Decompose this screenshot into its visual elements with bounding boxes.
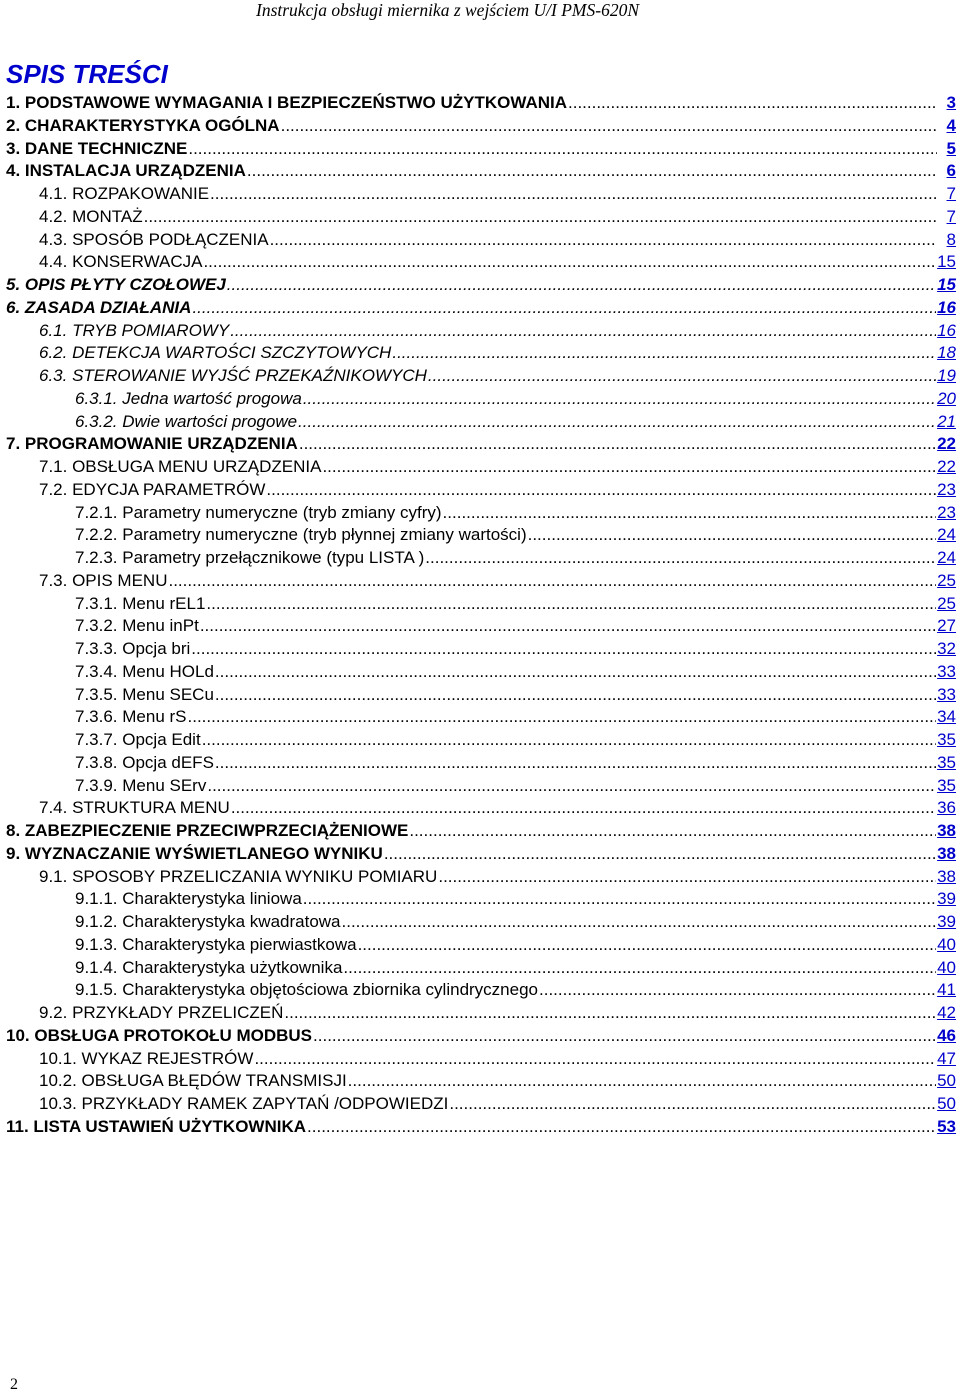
toc-page-link[interactable]: 5 (946, 138, 956, 158)
toc-entry[interactable] (6, 479, 956, 502)
toc-leader-dots (299, 433, 936, 456)
toc-page-link[interactable]: 41 (937, 980, 956, 1000)
toc-leader-dots (144, 206, 937, 229)
toc-leader-dots (215, 684, 936, 707)
toc-entry-title: 7.2. EDYCJA PARAMETRÓW (39, 479, 266, 499)
toc-page-link[interactable]: 47 (937, 1048, 956, 1068)
toc-entry[interactable] (6, 388, 956, 411)
toc-page-link[interactable]: 21 (937, 411, 956, 431)
running-header-text: Instrukcja obsługi miernika z wejściem U/I PMS-620N (256, 0, 640, 20)
toc-leader-dots (188, 706, 937, 729)
toc-entry-title: 9.1.4. Charakterystyka użytkownika (75, 957, 343, 977)
toc-entry[interactable] (6, 138, 956, 161)
toc-entry-title: 6.1. TRYB POMIAROWY (39, 320, 230, 340)
toc-leader-dots (202, 729, 936, 752)
toc-entry[interactable] (6, 775, 956, 798)
toc-entry[interactable] (6, 934, 956, 957)
toc-leader-dots (313, 1025, 936, 1048)
toc-leader-dots (528, 524, 936, 547)
toc-leader-dots (409, 820, 936, 843)
toc-page-link[interactable]: 53 (937, 1116, 956, 1136)
toc-entry-title: 4. INSTALACJA URZĄDZENIA (6, 161, 246, 181)
toc-page-link[interactable]: 20 (937, 388, 956, 408)
toc-leader-dots (298, 411, 936, 434)
page-number: 2 (10, 1376, 18, 1393)
toc-entry-title: 3. DANE TECHNICZNE (6, 138, 188, 158)
toc-entry-title: 10.2. OBSŁUGA BŁĘDÓW TRANSMISJI (39, 1071, 347, 1091)
toc-page-link[interactable]: 3 (946, 93, 956, 112)
toc-page-link[interactable]: 34 (937, 707, 956, 727)
toc-entry-title: 7.4. STRUKTURA MENU (39, 798, 230, 818)
toc-entry-title: 4.4. KONSERWACJA (39, 252, 203, 272)
toc-entry-title: 6.3. STEROWANIE WYJŚĆ PRZEKAŹNIKOWYCH (39, 366, 427, 385)
toc-entry-title: 9. WYZNACZANIE WYŚWIETLANEGO WYNIKU (6, 843, 383, 863)
toc-entry[interactable] (6, 433, 956, 456)
toc-entry[interactable] (6, 638, 956, 661)
toc-entry-title: 6.3.2. Dwie wartości progowe (75, 411, 298, 431)
toc-leader-dots (191, 638, 936, 661)
toc-leader-dots (307, 1116, 936, 1139)
toc-entry[interactable] (6, 251, 956, 274)
toc-entry-title: 9.2. PRZYKŁADY PRZELICZEŃ (39, 1003, 284, 1022)
toc-entry[interactable] (6, 706, 956, 729)
toc-page-link[interactable]: 35 (937, 752, 956, 772)
toc-entry[interactable] (6, 820, 956, 843)
toc-page-link[interactable]: 39 (937, 889, 956, 909)
toc-leader-dots (203, 251, 936, 274)
toc-page-link[interactable]: 15 (937, 252, 956, 272)
toc-entry[interactable] (6, 866, 956, 889)
toc-page-link[interactable]: 24 (937, 548, 956, 567)
toc-entry[interactable] (6, 684, 956, 707)
toc-entry[interactable] (6, 297, 956, 320)
toc-page-link[interactable]: 46 (937, 1025, 956, 1045)
toc-page-link[interactable]: 22 (937, 457, 956, 476)
toc-entry-title: 9.1.5. Charakterystyka objętościowa zbiornika cylindrycznego (75, 980, 539, 1000)
toc-entry[interactable] (6, 752, 956, 775)
toc-page-link[interactable]: 8 (946, 229, 956, 249)
toc-entry[interactable] (6, 661, 956, 684)
toc-entry[interactable] (6, 206, 956, 229)
toc-leader-dots (568, 92, 937, 115)
toc-entry-title: 6.2. DETEKCJA WARTOŚCI SZCZYTOWYCH (39, 343, 392, 363)
toc-entry-title: 7.3.2. Menu inPt (75, 616, 199, 636)
toc-page-link[interactable]: 40 (937, 934, 956, 954)
toc-entry-title: 7.3.8. Opcja dEFS (75, 752, 214, 772)
toc-leader-dots (247, 160, 937, 183)
running-header (0, 0, 960, 26)
toc-entry-title: 7.1. OBSŁUGA MENU URZĄDZENIA (39, 457, 322, 476)
toc-page-link[interactable]: 23 (937, 479, 956, 499)
toc-page-link[interactable]: 50 (937, 1071, 956, 1091)
toc-leader-dots (270, 229, 937, 252)
toc-page-link[interactable]: 7 (946, 184, 956, 203)
toc-page-link[interactable]: 18 (937, 343, 956, 363)
toc-leader-dots (206, 593, 936, 616)
toc-entry[interactable] (6, 547, 956, 570)
toc-entry-title: 7.3.6. Menu rS (75, 707, 187, 727)
toc-page-link[interactable]: 38 (937, 866, 956, 886)
toc-page-link[interactable]: 19 (937, 366, 956, 385)
toc-entry-title: 7.3.5. Menu SECu (75, 684, 214, 704)
toc-leader-dots (231, 797, 936, 820)
toc-leader-dots (200, 615, 936, 638)
toc-leader-dots (192, 297, 936, 320)
toc-entry[interactable] (6, 1002, 956, 1025)
toc-leader-dots (425, 547, 936, 570)
toc-entry[interactable] (6, 92, 956, 115)
toc-entry-title: 7.2.3. Parametry przełącznikowe (typu LISTA ) (75, 548, 425, 567)
toc-entry[interactable] (6, 979, 956, 1002)
toc-page-link[interactable]: 39 (937, 912, 956, 931)
toc-leader-dots (438, 866, 936, 889)
toc-page-link[interactable]: 7 (946, 206, 956, 226)
toc-entry-title: 2. CHARAKTERYSTYKA OGÓLNA (6, 115, 280, 135)
toc-leader-dots (266, 479, 936, 502)
toc-entry-title: 7.3.4. Menu HOLd (75, 661, 214, 681)
toc-entry[interactable] (6, 911, 956, 934)
toc-entry-title: 7.3.1. Menu rEL1 (75, 593, 206, 613)
toc-page-link[interactable]: 36 (937, 798, 956, 818)
toc-entry-title: 4.2. MONTAŻ (39, 206, 143, 226)
toc-leader-dots (254, 1048, 936, 1071)
toc-entry-title: 7.3. OPIS MENU (39, 570, 168, 590)
toc-leader-dots (168, 570, 936, 593)
toc-entry-title: 10. OBSŁUGA PROTOKOŁU MODBUS (6, 1025, 313, 1045)
toc-entry[interactable] (6, 456, 956, 479)
toc-entry-title: 4.3. SPOSÓB PODŁĄCZENIA (39, 229, 269, 249)
toc-page-link[interactable]: 32 (937, 639, 956, 658)
toc-page-link[interactable]: 33 (937, 684, 956, 704)
toc-entry[interactable] (6, 888, 956, 911)
toc-page-link[interactable]: 35 (937, 775, 956, 795)
toc-entry[interactable] (6, 274, 956, 297)
toc-entry-title: 9.1.1. Charakterystyka liniowa (75, 889, 302, 909)
toc-page-link[interactable]: 27 (937, 616, 956, 636)
toc-leader-dots (303, 388, 936, 411)
toc-page-link[interactable]: 38 (937, 821, 956, 840)
toc-page-link[interactable]: 50 (937, 1094, 956, 1113)
toc-entry[interactable] (6, 160, 956, 183)
toc-page-link[interactable]: 15 (937, 275, 956, 294)
toc-leader-dots (303, 888, 936, 911)
toc-entry-title: 8. ZABEZPIECZENIE PRZECIWPRZECIĄŻENIOWE (6, 821, 409, 840)
toc-entry-title: 5. OPIS PŁYTY CZOŁOWEJ (6, 275, 226, 294)
toc-entry[interactable] (6, 365, 956, 388)
toc-page-link[interactable]: 25 (937, 593, 956, 613)
toc-leader-dots (230, 320, 936, 343)
toc-entry-title: 6. ZASADA DZIAŁANIA (6, 297, 192, 317)
toc-entry-title: 7.2.1. Parametry numeryczne (tryb zmiany cyfry) (75, 502, 442, 522)
toc-entry-title: 9.1.2. Charakterystyka kwadratowa (75, 912, 341, 931)
toc-title: SPIS TREŚCI (6, 59, 168, 89)
toc-page-link[interactable]: 6 (946, 161, 956, 181)
toc-page-link[interactable]: 33 (937, 661, 956, 681)
toc-entry-title: 10.3. PRZYKŁADY RAMEK ZAPYTAŃ /ODPOWIEDZI (39, 1094, 449, 1113)
toc-leader-dots (281, 115, 937, 138)
toc-entry-title: 4.1. ROZPAKOWANIE (39, 184, 210, 203)
toc-entry[interactable] (6, 115, 956, 138)
toc-leader-dots (384, 843, 936, 866)
toc-leader-dots (207, 775, 936, 798)
toc-entry-title: 10.1. WYKAZ REJESTRÓW (39, 1048, 254, 1068)
toc-leader-dots (215, 752, 936, 775)
toc-entry-title: 7.3.3. Opcja bri (75, 639, 191, 658)
toc-page-link[interactable]: 24 (937, 525, 956, 545)
toc-entry[interactable] (6, 1116, 956, 1139)
toc-entry[interactable] (6, 570, 956, 593)
toc-leader-dots (188, 138, 937, 161)
toc-leader-dots (215, 661, 936, 684)
toc-entry[interactable] (6, 229, 956, 252)
toc-leader-dots (443, 502, 937, 525)
toc-entry-title: 11. LISTA USTAWIEŃ UŻYTKOWNIKA (6, 1116, 307, 1136)
toc-page-link[interactable]: 23 (937, 502, 956, 522)
toc-leader-dots (210, 183, 937, 206)
toc-leader-dots (392, 342, 936, 365)
toc-entry[interactable] (6, 1025, 956, 1048)
toc-page-link[interactable]: 16 (937, 320, 956, 340)
toc-page-link[interactable]: 16 (937, 297, 956, 317)
toc-entry-title: 1. PODSTAWOWE WYMAGANIA I BEZPIECZEŃSTWO UŻYTKOWANIA (6, 93, 567, 112)
toc-entry[interactable] (6, 502, 956, 525)
toc-leader-dots (284, 1002, 936, 1025)
toc-entry[interactable] (6, 411, 956, 434)
toc-entry-title: 7.3.7. Opcja Edit (75, 730, 201, 749)
toc-leader-dots (343, 957, 936, 980)
table-of-contents (6, 92, 956, 1139)
toc-entry[interactable] (6, 593, 956, 616)
toc-entry[interactable] (6, 615, 956, 638)
toc-leader-dots (539, 979, 936, 1002)
toc-leader-dots (358, 934, 937, 957)
toc-page-link[interactable]: 40 (937, 957, 956, 977)
toc-leader-dots (449, 1093, 936, 1116)
toc-entry-title: 9.1. SPOSOBY PRZELICZANIA WYNIKU POMIARU (39, 866, 438, 886)
toc-page-link[interactable]: 42 (937, 1003, 956, 1022)
toc-entry-title: 7.2.2. Parametry numeryczne (tryb płynnej zmiany wartości) (75, 525, 527, 545)
toc-entry[interactable] (6, 524, 956, 547)
toc-entry-title: 7.3.9. Menu SErv (75, 775, 207, 795)
toc-entry[interactable] (6, 797, 956, 820)
toc-entry-title: 6.3.1. Jedna wartość progowa (75, 388, 302, 408)
toc-entry[interactable] (6, 1070, 956, 1093)
toc-page-link[interactable]: 25 (937, 570, 956, 590)
toc-page-link[interactable]: 22 (937, 434, 956, 454)
toc-entry[interactable] (6, 1048, 956, 1071)
toc-entry[interactable] (6, 183, 956, 206)
toc-page-link[interactable]: 4 (946, 115, 956, 135)
toc-entry[interactable] (6, 320, 956, 343)
toc-leader-dots (227, 274, 936, 297)
toc-leader-dots (348, 1070, 936, 1093)
toc-entry[interactable] (6, 1093, 956, 1116)
toc-leader-dots (428, 365, 936, 388)
toc-leader-dots (342, 911, 937, 934)
toc-leader-dots (322, 456, 936, 479)
toc-page-link[interactable]: 35 (937, 730, 956, 749)
toc-entry[interactable] (6, 342, 956, 365)
toc-entry-title: 9.1.3. Charakterystyka pierwiastkowa (75, 934, 357, 954)
toc-page-link[interactable]: 38 (937, 843, 956, 863)
toc-entry[interactable] (6, 729, 956, 752)
toc-entry-title: 7. PROGRAMOWANIE URZĄDZENIA (6, 434, 298, 454)
toc-entry[interactable] (6, 843, 956, 866)
toc-entry[interactable] (6, 957, 956, 980)
